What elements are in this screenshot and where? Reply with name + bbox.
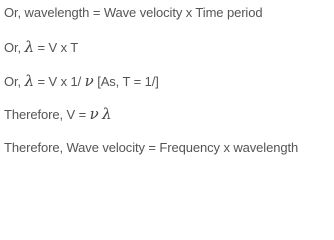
line-3-prefix: Or, xyxy=(4,74,25,89)
line-2-prefix: Or, xyxy=(4,40,25,55)
nu-symbol: ν xyxy=(84,72,94,90)
equation-line-5 xyxy=(4,140,298,156)
equation-line-2 xyxy=(4,39,78,56)
line-4-prefix: Therefore, V = xyxy=(4,107,90,122)
equation-line-1 xyxy=(4,5,262,21)
lambda-symbol: λ xyxy=(24,72,34,90)
line-2-suffix: = V x T xyxy=(33,40,79,55)
lambda-symbol: λ xyxy=(102,105,112,123)
lambda-symbol: λ xyxy=(24,38,34,56)
line-5-text: Therefore, Wave velocity = Frequency x wavelength xyxy=(4,140,299,155)
line-1-text: Or, wavelength = Wave velocity x Time period xyxy=(4,5,263,20)
line-3-middle: = V x 1/ xyxy=(33,74,85,89)
line-3-suffix: [As, T = 1/] xyxy=(93,74,159,89)
nu-symbol: ν xyxy=(89,105,99,123)
equation-line-3 xyxy=(4,73,159,90)
equation-line-4 xyxy=(4,106,112,123)
